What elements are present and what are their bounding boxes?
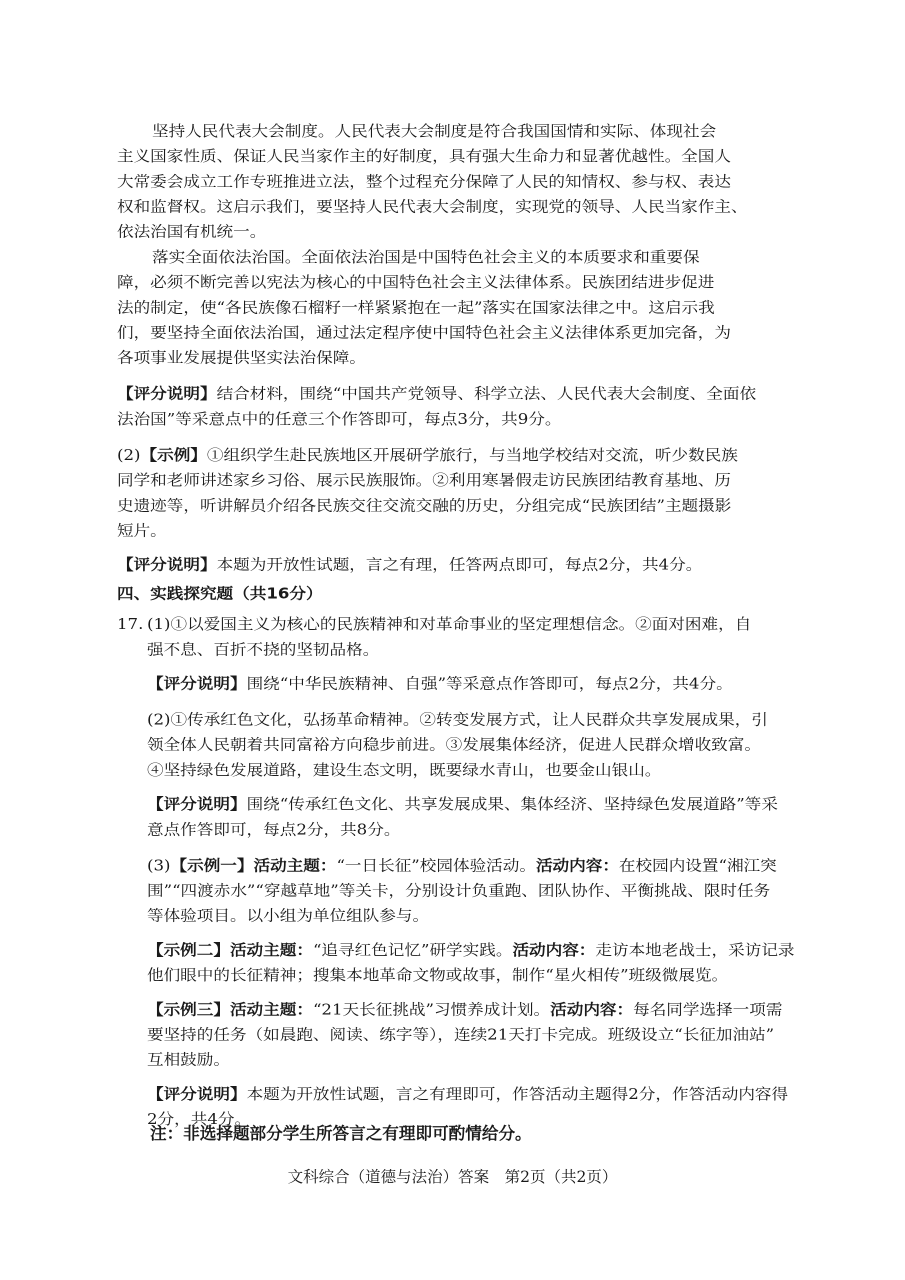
- paragraph-rule-of-law-line-2: 障，必须不断完善以宪法为核心的中国特色社会主义法律体系。民族团结进步促进: [117, 273, 715, 291]
- theme-text: “21天长征挑战”习惯养成计划。: [312, 1000, 551, 1018]
- question-17-1-line-1: (1)①以爱国主义为核心的民族精神和对革命事业的坚定理想信念。②面对困难，自: [147, 615, 752, 633]
- paragraph-rule-of-law-line-4: 们，要坚持全面依法治国，通过法定程序使中国特色社会主义法律体系更加完备，为: [117, 324, 731, 342]
- scoring-note-tag: 【评分说明】: [147, 1085, 247, 1103]
- scoring-note-text: 本题为开放性试题，言之有理即可，作答活动主题得2分，作答活动内容得: [246, 1085, 789, 1103]
- question-17-2-line-1: (2)①传承红色文化，弘扬革命精神。②转变发展方式，让人民群众共享发展成果，引: [147, 711, 768, 729]
- scoring-note-2: [117, 553, 797, 578]
- scoring-note-4-line-2: 意点作答即可，每点2分，共8分。: [147, 820, 401, 838]
- scoring-note-text: 结合材料，围绕“中国共产党领导、科学立法、人民代表大会制度、全面依: [216, 385, 757, 403]
- example-1-line-3: 等体验项目。以小组为单位组队参与。: [147, 907, 430, 925]
- question-prefix: (2): [117, 446, 141, 464]
- question-number: 17.: [117, 615, 144, 633]
- scoring-note-4-line-1: [147, 792, 797, 817]
- example-tag: 【示例三】: [147, 1000, 230, 1018]
- paragraph-rule-of-law-line-5: 各项事业发展提供坚实法治保障。: [117, 349, 366, 367]
- example-3-line-3: 互相鼓励。: [147, 1051, 230, 1069]
- paragraph-rule-of-law-line-1: 落实全面依法治国。全面依法治国是中国特色社会主义的本质要求和重要保: [152, 248, 700, 266]
- scoring-note-tag: 【评分说明】: [117, 556, 217, 574]
- content-label: 活动内容：: [512, 941, 596, 959]
- scoring-note-3: [147, 671, 797, 696]
- scoring-note-text: 围绕“传承红色文化、共享发展成果、集体经济、坚持绿色发展道路”等采: [246, 795, 778, 813]
- content-text: 走访本地老战士，采访记录: [595, 941, 795, 959]
- question-17-1-line-2: 强不息、百折不挠的坚韧品格。: [147, 640, 380, 658]
- theme-label: 活动主题：: [229, 941, 313, 959]
- paragraph-npc-line-2: 主义国家性质、保证人民当家作主的好制度，具有强大生命力和显著优越性。全国人: [117, 147, 731, 165]
- theme-label: 活动主题：: [229, 1000, 313, 1018]
- paragraph-npc-line-4: 权和监督权。这启示我们，要坚持人民代表大会制度，实现党的领导、人民当家作主、: [117, 198, 748, 216]
- paragraph-npc-line-3: 大常委会成立工作专班推进立法，整个过程充分保障了人民的知情权、参与权、表达: [117, 172, 731, 190]
- example-1-line-1: [147, 853, 797, 878]
- grading-note: 注：非选择题部分学生所答言之有理即可酌情给分。: [150, 1124, 532, 1143]
- content-label: 活动内容：: [550, 1000, 634, 1018]
- paragraph-rule-of-law-line-3: 法的制定，使“各民族像石榴籽一样紧紧抱在一起”落实在国家法律之中。这启示我: [117, 298, 715, 316]
- theme-label: 活动主题：: [253, 856, 337, 874]
- scoring-note-1-line-2: 法治国”等采意点中的任意三个作答即可，每点3分，共9分。: [117, 410, 562, 428]
- example-2-line-2: 他们眼中的长征精神；搜集本地革命文物或故事，制作“星火相传”班级微展览。: [147, 966, 729, 984]
- paragraph-npc-line-1: 坚持人民代表大会制度。人民代表大会制度是符合我国国情和实际、体现社会: [152, 122, 717, 140]
- question-2-example-line-1: [117, 443, 797, 468]
- question-2-example-line-4: 短片。: [117, 522, 167, 540]
- content-label: 活动内容：: [535, 856, 619, 874]
- page-footer: 文科综合（道德与法治）答案 第2页（共2页）: [287, 1168, 618, 1186]
- example-1-line-2: 围”“四渡赤水”“穿越草地”等关卡，分别设计负重跑、团队协作、平衡挑战、限时任务: [147, 882, 771, 900]
- example-2-line-1: [147, 938, 797, 963]
- scoring-note-1-line-1: [117, 382, 797, 407]
- question-2-example-line-2: 同学和老师讲述家乡习俗、展示民族服饰。②利用寒暑假走访民族团结教育基地、历: [117, 471, 731, 489]
- example-3-line-1: [147, 997, 797, 1022]
- theme-text: “一日长征”校园体验活动。: [336, 856, 536, 874]
- scoring-note-tag: 【评分说明】: [117, 385, 217, 403]
- question-2-example-line-3: 史遗迹等，听讲解员介绍各民族交往交流交融的历史，分组完成“民族团结”主题摄影: [117, 496, 732, 514]
- example-tag: 【示例一】: [170, 856, 254, 874]
- scoring-note-text: 围绕“中华民族精神、自强”等采意点作答即可，每点2分，共4分。: [246, 675, 733, 693]
- question-17-2-line-2: 领全体人民朝着共同富裕方向稳步前进。③发展集体经济，促进人民群众增收致富。: [147, 736, 761, 754]
- theme-text: “追寻红色记忆”研学实践。: [312, 941, 513, 959]
- example-text: ①组织学生赴民族地区开展研学旅行，与当地学校结对交流，听少数民族: [206, 446, 738, 464]
- example-tag: 【示例】: [140, 446, 207, 464]
- example-3-line-2: 要坚持的任务（如晨跑、阅读、练字等），连续21天打卡完成。班级设立“长征加油站”: [147, 1026, 775, 1044]
- example-tag: 【示例二】: [147, 941, 230, 959]
- paragraph-npc-line-5: 依法治国有机统一。: [117, 223, 267, 241]
- scoring-note-5-line-2: 2分，共4分。: [147, 1110, 252, 1128]
- scoring-note-5-line-1: [147, 1082, 797, 1107]
- scoring-note-text: 本题为开放性试题，言之有理，任答两点即可，每点2分，共4分。: [216, 556, 703, 574]
- scoring-note-tag: 【评分说明】: [147, 675, 247, 693]
- content-text: 在校园内设置“湘江突: [618, 856, 777, 874]
- question-17-2-line-3: ④坚持绿色发展道路，建设生态文明，既要绿水青山，也要金山银山。: [147, 761, 662, 779]
- section-heading: 四、实践探究题（共16分）: [117, 585, 323, 603]
- question-prefix: (3): [147, 856, 171, 874]
- scoring-note-tag: 【评分说明】: [147, 795, 247, 813]
- content-text: 每名同学选择一项需: [633, 1000, 783, 1018]
